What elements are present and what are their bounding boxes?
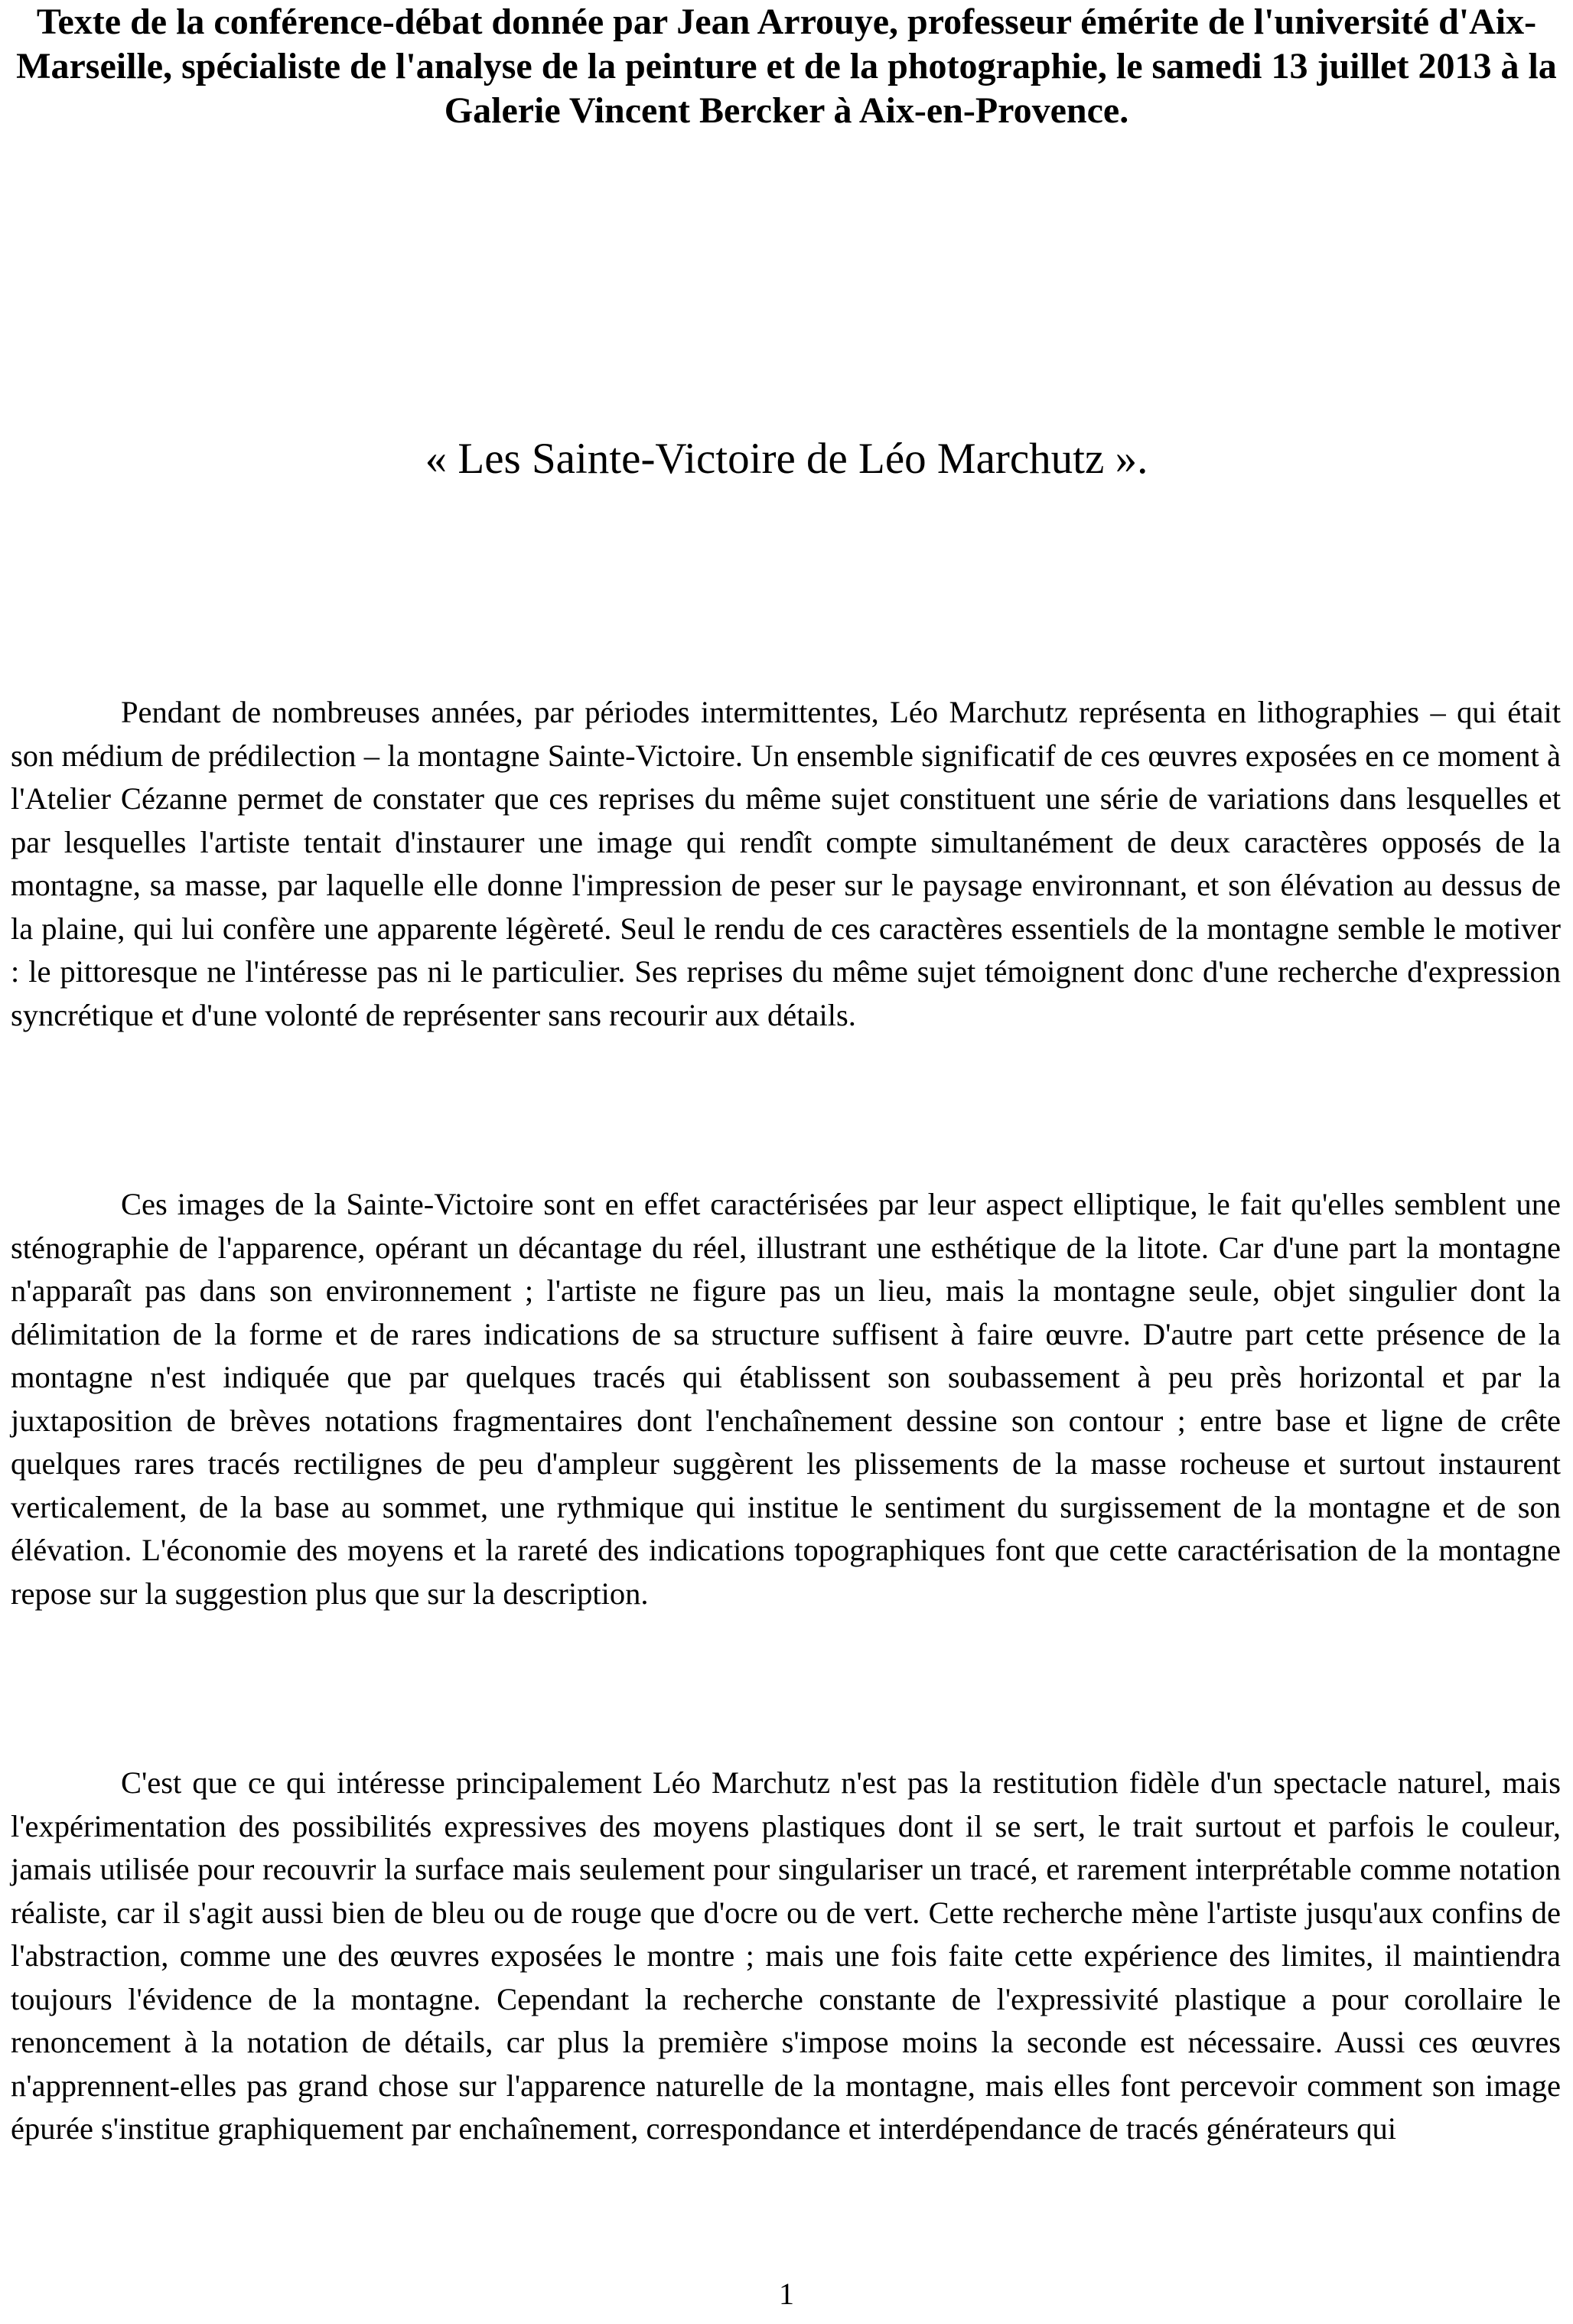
conference-header: Texte de la conférence-débat donnée par Jean Arrouye, professeur émérite de l'université d'Aix-Marseille, spécialiste de l'analyse de la peinture et de la photographie, le samedi 13 juillet 2013 à la Galerie Vincent Bercker à Aix-en-Provence.: [16, 2, 1557, 131]
document-title: « Les Sainte-Victoire de Léo Marchutz ».: [425, 435, 1148, 483]
page-number: 1: [779, 2277, 794, 2311]
paragraph-2: Ces images de la Sainte-Victoire sont en effet caractérisées par leur aspect elliptique, le fait qu'elles semblent une sténographie de l'apparence, opérant un décantage du réel, illustrant une esthétique de la litote. Car d'une part la montagne n'apparaît pas dans son environnement ; l'artiste ne figure pas un lieu, mais la montagne seule, objet singulier dont la délimitation de la forme et de rares indications de sa structure suffisent à faire œuvre. D'autre part cette présence de la montagne n'est indiquée que par quelques tracés qui établissent son soubassement à peu près horizontal et par la juxtaposition de brèves notations fragmentaires dont l'enchaînement dessine son contour ; entre base et ligne de crête quelques rares tracés rectilignes de peu d'ampleur suggèrent les plissements de la masse rocheuse et surtout instaurent verticalement, de la base au sommet, une rythmique qui institue le sentiment du surgissement de la montagne et de son élévation. L'économie des moyens et la rareté des indications topographiques font que cette caractérisation de la montagne repose sur la suggestion plus que sur la description.: [11, 1187, 1561, 1611]
paragraph-1: Pendant de nombreuses années, par périodes intermittentes, Léo Marchutz représenta en lithographies – qui était son médium de prédilection – la montagne Sainte-Victoire. Un ensemble significatif de ces œuvres exposées en ce moment à l'Atelier Cézanne permet de constater que ces reprises du même sujet constituent une série de variations dans lesquelles et par lesquelles l'artiste tentait d'instaurer une image qui rendît compte simultanément de deux caractères opposés de la montagne, sa masse, par laquelle elle donne l'impression de peser sur le paysage environnant, et son élévation au dessus de la plaine, qui lui confère une apparente légèreté. Seul le rendu de ces caractères essentiels de la montagne semble le motiver : le pittoresque ne l'intéresse pas ni le particulier. Ses reprises du même sujet témoignent donc d'une recherche d'expression syncrétique et d'une volonté de représenter sans recourir aux détails.: [11, 695, 1561, 1032]
paragraph-3: C'est que ce qui intéresse principalement Léo Marchutz n'est pas la restitution fidèle d'un spectacle naturel, mais l'expérimentation des possibilités expressives des moyens plastiques dont il se sert, le trait surtout et parfois le couleur, jamais utilisée pour recouvrir la surface mais seulement pour singulariser un tracé, et rarement interprétable comme notation réaliste, car il s'agit aussi bien de bleu ou de rouge que d'ocre ou de vert. Cette recherche mène l'artiste jusqu'aux confins de l'abstraction, comme une des œuvres exposées le montre ; mais une fois faite cette expérience des limites, il maintiendra toujours l'évidence de la montagne. Cependant la recherche constante de l'expressivité plastique a pour corollaire le renoncement à la notation de détails, car plus la première s'impose moins la seconde est nécessaire. Aussi ces œuvres n'apprennent-elles pas grand chose sur l'apparence naturelle de la montagne, mais elles font percevoir comment son image épurée s'institue graphiquement par enchaînement, correspondance et interdépendance de tracés générateurs qui: [11, 1765, 1561, 2146]
